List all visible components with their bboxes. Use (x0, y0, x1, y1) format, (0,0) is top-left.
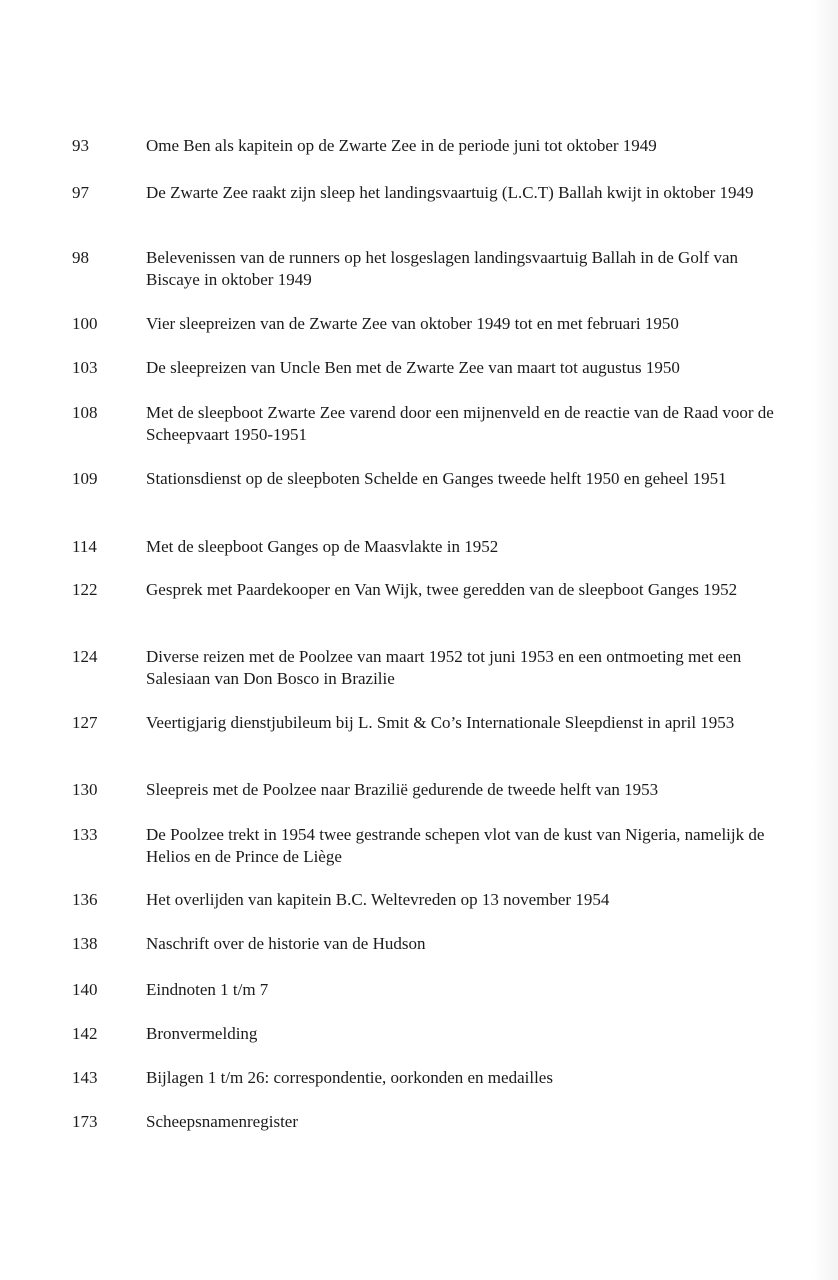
toc-page-number: 133 (72, 825, 98, 844)
toc-page-number: 140 (72, 980, 98, 999)
toc-entry-title: Bijlagen 1 t/m 26: correspondentie, oorkonden en medailles (146, 1068, 553, 1087)
toc-entry-title: Diverse reizen met de Poolzee van maart 1952 tot juni 1953 en een ontmoeting met een Salesiaan van Don Bosco in Brazilie (146, 647, 742, 688)
toc-page-number: 97 (72, 183, 89, 202)
toc-entry-title: Naschrift over de historie van de Hudson (146, 934, 426, 953)
toc-entry-title: Eindnoten 1 t/m 7 (146, 980, 269, 999)
toc-entry-title: Met de sleepboot Zwarte Zee varend door een mijnenveld en de reactie van de Raad voor de Scheepvaart 1950-1951 (146, 403, 774, 444)
toc-page-number: 130 (72, 780, 98, 799)
toc-page-number: 98 (72, 248, 89, 267)
toc-entry-title: Vier sleepreizen van de Zwarte Zee van oktober 1949 tot en met februari 1950 (146, 314, 679, 333)
toc-entry-title: Sleepreis met de Poolzee naar Brazilië gedurende de tweede helft van 1953 (146, 780, 659, 799)
toc-page-number: 100 (72, 314, 98, 333)
toc-page-number: 143 (72, 1068, 98, 1087)
toc-page-number: 173 (72, 1112, 98, 1131)
toc-page-number: 93 (72, 136, 89, 155)
toc-page-number: 142 (72, 1024, 98, 1043)
toc-page-number: 127 (72, 713, 98, 732)
toc-entry-title: Stationsdienst op de sleepboten Schelde en Ganges tweede helft 1950 en geheel 1951 (146, 469, 727, 488)
toc-page-number: 108 (72, 403, 98, 422)
toc-page-number: 138 (72, 934, 98, 953)
toc-page-number: 122 (72, 580, 98, 599)
toc-page-number: 109 (72, 469, 98, 488)
toc-entry-title: Het overlijden van kapitein B.C. Weltevreden op 13 november 1954 (146, 890, 610, 909)
toc-page-number: 103 (72, 358, 98, 377)
toc-entry-title: Scheepsnamenregister (146, 1112, 298, 1131)
toc-page-number: 124 (72, 647, 98, 666)
toc-entry-title: Bronvermelding (146, 1024, 258, 1043)
toc-entry-title: Ome Ben als kapitein op de Zwarte Zee in de periode juni tot oktober 1949 (146, 136, 657, 155)
toc-entry-title: De sleepreizen van Uncle Ben met de Zwarte Zee van maart tot augustus 1950 (146, 358, 680, 377)
toc-entry-title: Veertigjarig dienstjubileum bij L. Smit & Co’s Internationale Sleepdienst in april 1953 (146, 713, 735, 732)
toc-entry-title: De Poolzee trekt in 1954 twee gestrande schepen vlot van de kust van Nigeria, namelijk de Helios en de Prince de Liège (146, 825, 765, 866)
toc-page-number: 114 (72, 537, 97, 556)
toc-page-number: 136 (72, 890, 98, 909)
toc-entry-title: Met de sleepboot Ganges op de Maasvlakte in 1952 (146, 537, 499, 556)
toc-entry-title: De Zwarte Zee raakt zijn sleep het landingsvaartuig (L.C.T) Ballah kwijt in oktober 1949 (146, 183, 754, 202)
toc-entry-title: Belevenissen van de runners op het losgeslagen landingsvaartuig Ballah in de Golf van Biscaye in oktober 1949 (146, 248, 739, 289)
toc-entry-title: Gesprek met Paardekooper en Van Wijk, twee geredden van de sleepboot Ganges 1952 (146, 580, 738, 599)
